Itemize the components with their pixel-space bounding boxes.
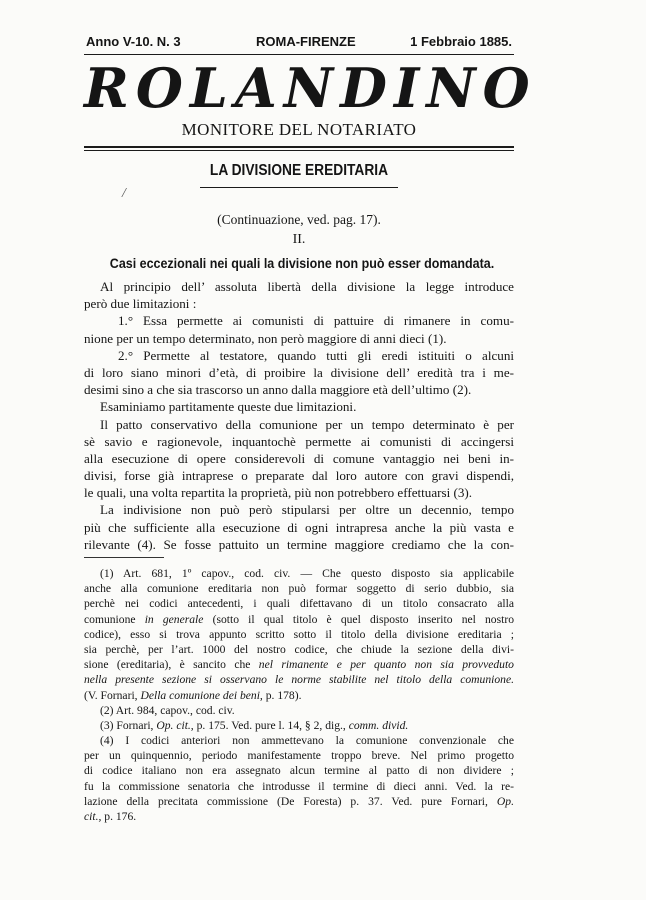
header-row: [86, 34, 512, 52]
body-line: di loro siano minori d’età, di proibire la divisione dell’ eredità tra i me-: [84, 364, 514, 380]
publication-place: ROMA-FIRENZE: [256, 34, 356, 49]
footnote-separator: [84, 557, 164, 558]
article-title: LA DIVISIONE EREDITARIA: [209, 162, 389, 179]
header-rule: [84, 54, 514, 55]
body-line: 1.° Essa permette ai comunisti di pattuire di rimanere in comu-: [118, 313, 514, 329]
footnote-line: perchè nei codici antecedenti, i quali difettavano di un titolo consacrato alla: [84, 597, 514, 611]
footnote-line: (3) Fornari, Op. cit., p. 175. Ved. pure l. 14, § 2, dig., comm. divid.: [100, 718, 409, 732]
footnote-line: (2) Art. 984, capov., cod. civ.: [100, 703, 235, 717]
footnote-line: per un quinquennio, periodo manifestamente troppo breve. Nel primo progetto: [84, 749, 514, 763]
footnotes: [84, 566, 514, 824]
section-heading: Casi eccezionali nei quali la divisione non può esser domandata.: [109, 256, 495, 272]
footnote-line: (V. Fornari, Della comunione dei beni, p. 178).: [84, 688, 302, 702]
body-line: rilevante (4). Se fosse pattuito un termine maggiore crediamo che la con-: [84, 536, 514, 552]
masthead-title: ROLANDINO: [84, 56, 537, 120]
body-line: 2.° Permette al testatore, quando tutti gli eredi istituiti o alcuni: [118, 347, 514, 363]
footnote-line: (1) Art. 681, 1º capov., cod. civ. — Che questo disposto sia applicabile: [100, 567, 514, 580]
body-line: La indivisione non può però stipularsi per oltre un decennio, tempo: [100, 502, 514, 518]
body-line: desimi sino a che sia trascorso un anno dalla maggiore età dell’ultimo (2).: [84, 382, 472, 398]
issue-number: Anno V-10. N. 3: [86, 34, 181, 49]
masthead-subtitle: MONITORE DEL NOTARIATO: [181, 120, 417, 139]
issue-date: 1 Febbraio 1885.: [410, 34, 512, 49]
body-line: però due limitazioni :: [84, 296, 197, 312]
body-line: Al principio dell’ assoluta libertà della divisione la legge introduce: [100, 279, 514, 294]
body-line: le quali, una volta repartita la proprietà, più non potrebbero effettuarsi (3).: [84, 485, 473, 501]
footnote-line: nella presente sezione si osservano le norme stabilite nel titolo della comunione.: [84, 673, 514, 687]
footnote-line: sia perchè, per l’art. 1000 del nostro codice, che chiude la sezione della divi-: [84, 642, 514, 656]
margin-mark: /: [122, 186, 126, 201]
body-line: più che sufficiente alla esecuzione di ogni intrapresa anche la più vasta e: [84, 519, 514, 535]
continuation-note: (Continuazione, ved. pag. 17).: [217, 212, 381, 227]
footnote-line: fu la commissione senatoria che introdusse il termine di dieci anni. Ved. la re-: [84, 779, 514, 793]
body-line: nione per un tempo determinato, non però maggiore di anni dieci (1).: [84, 330, 447, 346]
footnote-line: anche alla comunione ereditaria non può formar soggetto di serio dubbio, sia: [84, 582, 514, 596]
body-line: alla esecuzione di opere considerevoli di comune vantaggio nei beni in-: [84, 450, 514, 466]
footnote-line: codice), esso si trova appunto scritto sotto il titolo della divisione ereditaria ;: [84, 627, 514, 641]
masthead-rule-thin: [84, 150, 514, 151]
section-number: II.: [292, 232, 306, 247]
body-line: divisi, forse già intraprese o preparate dal loro autore con gravi dispendi,: [84, 468, 514, 484]
body-line: Il patto conservativo della comunione per un tempo determinato è per: [100, 416, 514, 432]
body-line: Esaminiamo partitamente queste due limitazioni.: [100, 399, 357, 415]
article-body: [84, 278, 514, 553]
article-title-rule: [200, 187, 398, 188]
footnote-line: comunione in generale (sotto il qual titolo è quel disposto inserito nel nostro: [84, 612, 514, 626]
footnote-line: (4) I codici anteriori non ammettevano la comunione convenzionale che: [100, 734, 514, 748]
footnote-line: cit., p. 176.: [84, 810, 137, 823]
footnote-line: di codice italiano non era assegnato alcun termine al patto di non dividere ;: [84, 764, 514, 778]
body-line: sè savio e ragionevole, inquantochè permette ai comunisti di accingersi: [84, 433, 514, 449]
footnote-line: sione (ereditaria), è sancito che nel rimanente e per quanto non sia provveduto: [84, 658, 514, 672]
footnote-line: lazione della precitata commissione (De Foresta) p. 37. Ved. pure Fornari, Op.: [84, 794, 514, 808]
masthead-rule-thick: [84, 146, 514, 148]
